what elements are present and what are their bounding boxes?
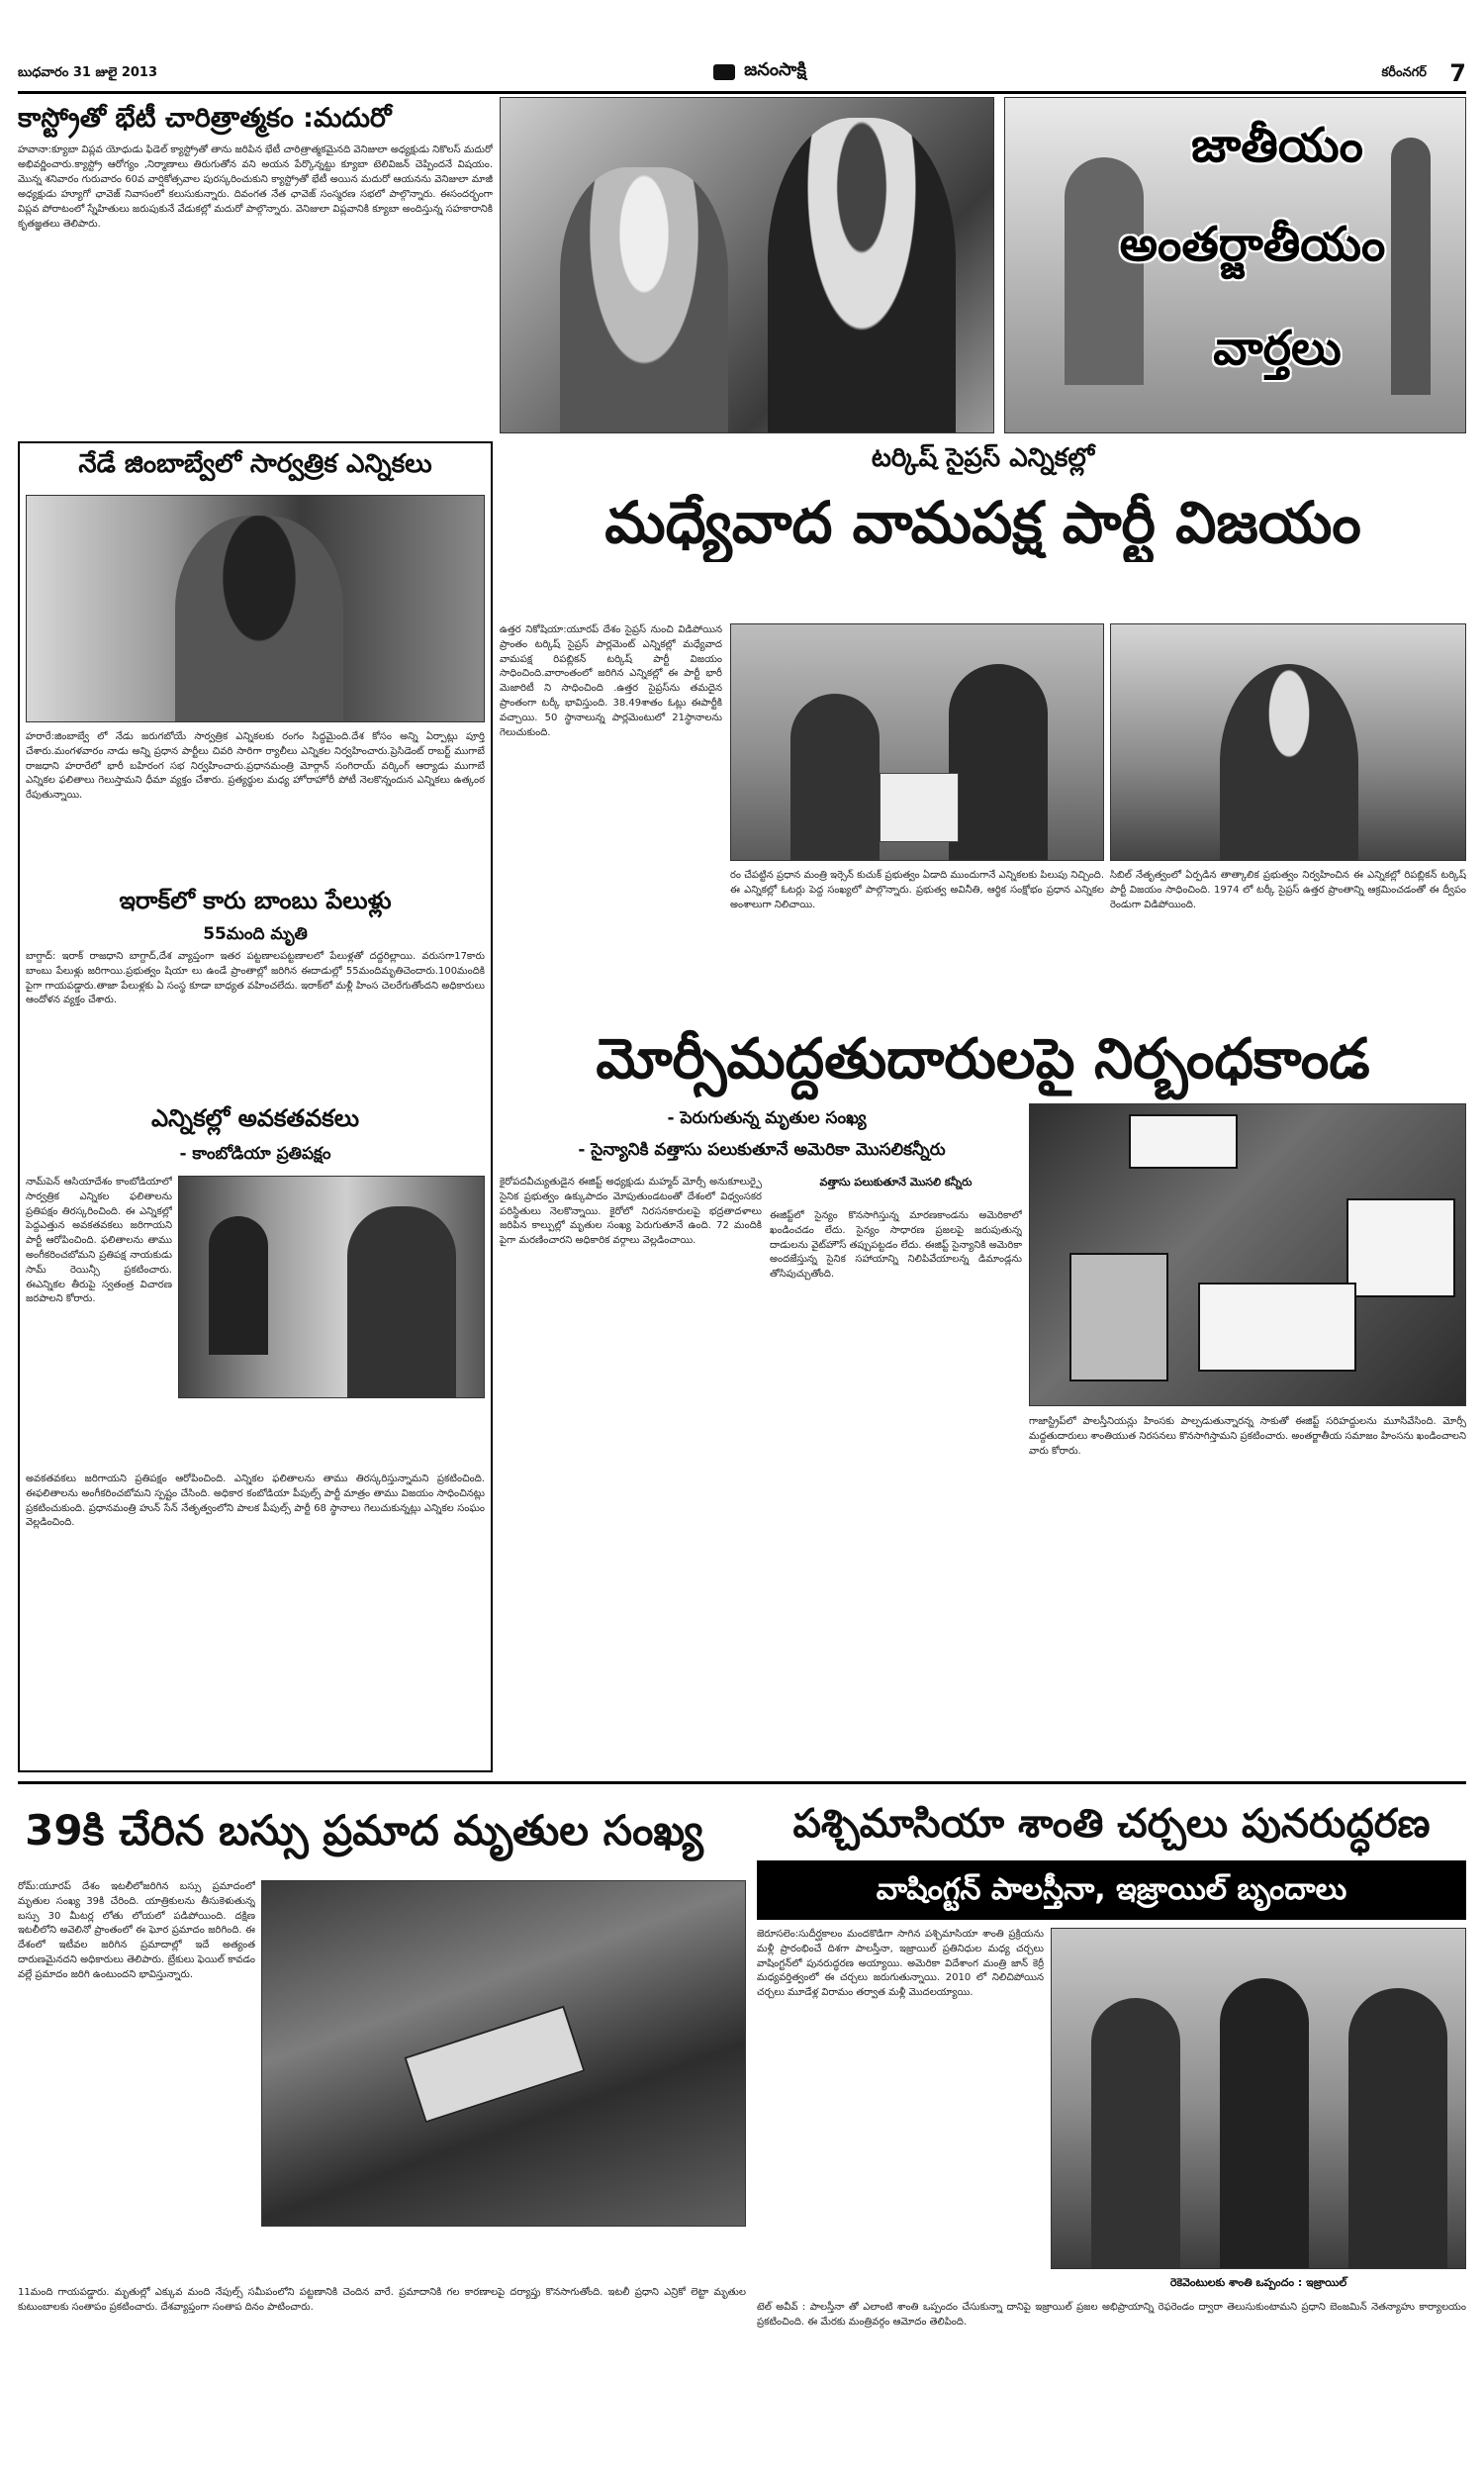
cyprus-winner-photo [1110,623,1466,861]
wrecked-bus [404,2005,585,2123]
cyprus-headline: మధ్యేవాద వామపక్ష పార్టీ విజయం [604,489,1361,556]
westasia-subhead: వాషింగ్టన్ పాలస్తీనా, ఇజ్రాయిల్ బృందాలు [757,1860,1466,1920]
peace-talks-photo [1051,1928,1466,2269]
page-number: 7 [1449,59,1466,87]
press-figure-2 [347,1206,456,1398]
cyprus-col1: ఉత్తర నికోషియా:యూరప్ దేశం సైప్రస్ నుంచి విడిపోయిన ప్రాంతం టర్కిష్ సైప్రస్ పార్లమెంట్ ఎన్నికల్లో మధ్యేవాద వామపక్ష రిపబ్లికన్ టర్కిష్ పార్టీ విజయం సాధించింది.వారాంతంలో జరిగిన ఎన్నికల్లో ఈ పార్టీ భారీ మెజారిటీ ని సాధించింది .ఉత్తర సైప్రస్‌ను తమదైన ప్రాంతంగా టర్కీ భావిస్తుంది. 38.49శాతం ఓట్లు ఈపార్టీకి వచ్చాయి. 50 స్థానాలున్న పార్లమెంటులో 21స్థానాలను గెలుచుకుంది. [500,624,722,738]
bus-body-2: 11మంది గాయపడ్డారు. మృతుల్లో ఎక్కువ మంది నేపుల్స్ సమీపంలోని పట్టణానికి చెందిన వారే. ప్రమాదానికి గల కారణాలపై దర్యాప్తు కొనసాగుతోంది. ఇటలీ ప్రధాని ఎన్రికో లెట్టా మృతుల కుటుంబాలకు సంతాపం ప్రకటించారు. దేశవ్యాప్తంగా సంతాప దినం పాటించారు. [18,2287,746,2313]
tsvangirai-photo [26,495,485,722]
morsi-protest-photo [1029,1103,1466,1406]
delegate-figure-1 [1091,1998,1180,2269]
cyprus-col3: సిబిల్ నేతృత్వంలో ఏర్పడిన తాత్కాలిక ప్రభుత్వం నిర్వహించిన ఈ ఎన్నికల్లో రిపబ్లికన్ టర్కిష్ పార్టీ విజయం సాధించింది. 1974 లో టర్కీ సైప్రస్ ఉత్తర ప్రాంతాన్ని ఆక్రమించడంతో ఈ ద్వీపం రెండుగా విడిపోయింది. [1110,870,1466,910]
castro-body: హవానా:క్యూబా విప్లవ యోధుడు ఫిడెల్ క్యాస్ట్రోతో తాను జరిపిన భేటీ చారిత్రాత్మకమైనది వెనిజులా అధ్యక్షుడు నికొలస్ మదురో అభివర్ణించారు.క్యాస్ట్రో ఆరోగ్యం ,నిర్మాణాలు తిరుగుతోన వని అయన పేర్కొన్నట్టు క్యూబా టెలివిజన్ చెప్పిందనే విషయం. మొన్న శనివారం గురువారం 60వ వార్షికోత్సవాల పురస్కరించుకుని క్యాస్ట్రోతో భేటీ అయిన మదురో ఆయనను వెనిజులా మాజీ అధ్యక్షుడు హ్యూగో ఛావెజ్ నివాసంలో కలుసుకున్నారు. దివంగత నేత ఛావెజ్ సంస్మరణ సభలో పాల్గొన్నారు. ఈసందర్భంగా విప్లవ పోరాటంలో స్నేహితులు జరుపుకునే వేడుకల్లో మదురో పాల్గొన్నారు. వెనిజులా విప్లవానికి క్యూబా అందిస్తున్న సహకారానికి కృతజ్ఞతలు తెలిపారు. [18,144,493,230]
cyprus-voting-photo [730,623,1104,861]
cambodia-headline: ఎన్నికల్లో అవకతవకలు [150,1104,360,1132]
paper-name: జనంసాక్షి [744,59,806,80]
delegate-figure-3 [1348,1988,1447,2269]
banner-line-3: వార్తలు [1213,321,1342,376]
zimbabwe-body: హరారే:జింబాబ్వే లో నేడు జరుగబోయే సార్వత్రిక ఎన్నికలకు రంగం సిద్ధమైంది.దేశ కోసం అన్ని ఏర్పాట్లు పూర్తి చేశారు.మంగళవారం నాడు అన్ని ప్రధాన పార్టీలు చివరి సారిగా ర్యాలీలు ఎన్నికల నిర్వహించారు.ప్రెసిడెంట్ రాబర్ట్ ముగాబే రాజధాని హరారేలో భారీ బహిరంగ సభ నిర్వహించారు.ప్రధానమంత్రి మోర్గాన్ సంగిరాయ్ వర్కింగ్ ఆర్యాడు ముగాబే ఎన్నికల ఫలితాలు గెలుస్తామని ధీమా వ్యక్తం చేశారు. ప్రత్యర్థుల మధ్య హోరాహోరీ పోటీ నెలకొన్నందున ఎన్నికలు ఉత్కంఠ రేపుతున్నాయి. [26,731,485,802]
westasia-headline: పశ్చిమాసియా శాంతి చర్చలు పునరుద్ధరణ [792,1801,1431,1847]
photo-figure-right [768,118,956,433]
morsi-col2: ఈజిప్ట్‌లో సైన్యం కొనసాగిస్తున్న మారణకాండను అమెరికాలో ఖండించడం లేదు. సైన్యం సాధారణ ప్రజలపై జరుపుతున్న దాడులను వైట్‌హౌస్ తప్పుపట్టడం లేదు. ఈజిప్ట్ సైన్యానికి అమెరికా అందజేస్తున్న సైనిక సహాయాన్ని నిలిపివేయాలన్న డిమాండ్లను తోసిపుచ్చుతోంది. [770,1210,1022,1281]
bus-headline: 39కి చేరిన బస్సు ప్రమాద మృతుల సంఖ్య [25,1806,703,1855]
morsi-headline: మోర్సీమద్దతుదారులపై నిర్బంధకాండ [596,1027,1370,1092]
cyprus-kicker: టర్కిష్ సైప్రస్ ఎన్నికల్లో [871,443,1095,473]
morsi-col3: గాజాస్ట్రిప్‌లో పాలస్తీనియన్లు హింసకు పాల్పడుతున్నారన్న సాకుతో ఈజిప్ట్ సరిహద్దులను మూసివేసింది. మోర్సీ మద్దతుదారులు శాంతియుత నిరసనలు కొనసాగిస్తామని ప్రకటించారు. అంతర్జాతీయ సమాజం హింసను ఖండించాలని వారు కోరారు. [1029,1416,1466,1457]
masthead [18,59,1466,89]
protest-sign-right [1346,1198,1455,1297]
protest-sign-top [1129,1114,1238,1169]
iraq-headline: ఇరాక్‌లో కారు బాంబు పేలుళ్లు [119,887,392,914]
left-boxed-column [18,441,493,1772]
bus-body: రోమ్:యూరప్ దేశం ఇటలీలోజరిగిన బస్సు ప్రమాదంలో మృతుల సంఖ్య 39కి చేరింది. యాత్రికులను తీసుకెళుతున్న బస్సు 30 మీటర్ల లోతు లోయలో పడిపోయింది. దక్షిణ ఇటలీలోని అవెలినో ప్రాంతంలో ఈ ఘోర ప్రమాదం జరిగింది. ఈ దేశంలో ఇటీవల జరిగిన ప్రమాదాల్లో ఇదే అత్యంత దారుణమైనదని అధికారులు తెలిపారు. బ్రేకులు ఫెయిల్ కావడం వల్లే ప్రమాదం జరిగి ఉంటుందని భావిస్తున్నారు. [18,1881,255,1980]
morsi-col2-subhead: వత్తాసు పలుకుతూనే మొసలి కన్నీరు [819,1176,973,1189]
paper-logo [651,59,869,87]
morsi-subhead-1: - పెరుగుతున్న మృతుల సంఖ్య [667,1108,867,1128]
speaker-figure [175,516,343,722]
lower-section-rule [18,1781,1466,1784]
westasia-body-2: టెల్ అవీవ్ : పాలస్తీనా తో ఎలాంటి శాంతి ఒప్పందం చేసుకున్నా దానిపై ఇజ్రాయిల్ ప్రజల అభిప్రాయాన్ని రెఫరెండం ద్వారా తెలుసుకుంటామని ప్రధాని బెంజమిన్ నెతన్యాహు కార్యాలయం ప్రకటించింది. ఈ మేరకు మంత్రివర్గం ఆమోదం తెలిపింది. [757,2302,1466,2328]
castro-story [18,99,493,435]
voter-figure-1 [790,694,880,861]
protest-sign-center [1198,1283,1356,1372]
winner-figure [1220,664,1358,861]
world-news-banner [1004,97,1466,433]
cambodia-body-bottom: అవకతవకలు జరిగాయని ప్రతిపక్షం ఆరోపించింది. ఎన్నికల ఫలితాలను తాము తిరస్కరిస్తున్నామని ప్రకటించింది. ఈఫలితాలను అంగీకరించబోమని స్పష్టం చేసింది. అధికార కంబోడియా పీపుల్స్ పార్టీ మాత్రం తాము విజయం సాధించినట్లు ప్రకటించుకుంది. ప్రధానమంత్రి హున్ సేన్ నేతృత్వంలోని పాలక పీపుల్స్ పార్టీ 68 స్థానాలు గెలుచుకున్నట్లు ఎన్నికల సంఘం వెల్లడించింది. [26,1474,485,1529]
ballot-box [880,773,959,842]
photo-figure-left [560,167,728,433]
zimbabwe-headline: నేడే జింబాబ్వేలో సార్వత్రిక ఎన్నికలు [78,449,432,479]
morsi-col1: కైరోపదవీచ్యుతుడైన ఈజిప్ట్ అధ్యక్షుడు మహ్మద్ మోర్సీ అనుకూలుర్పై సైనిక ప్రభుత్వం ఉక్కుపాదం మోపుతుండటంతో దేశంలో విధ్వంసకర పరిస్థితులు నెలకొన్నాయి. కైరోలో నిరసనకారులపై భద్రతాదళాలు జరిపిన కాల్పుల్లో మృతుల సంఖ్య పెరుగుతూనే ఉంది. 72 మందికి పైగా మరణించారని అధికారిక వర్గాలు వెల్లడించాయి. [500,1177,762,1247]
cyprus-col2: రం చేపట్టిన ప్రధాన మంత్రి ఇర్సెన్ కుచుక్ ప్రభుత్వం ఏడాది ముందుగానే ఎన్నికలకు పిలుపు నిచ్చింది. ఈ ఎన్నికల్లో ఓటర్లు పెద్ద సంఖ్యలో పాల్గొన్నారు. ప్రభుత్వ అవినీతి, ఆర్థిక సంక్షోభం ప్రధాన ఎన్నికల అంశాలుగా నిలిచాయి. [730,870,1104,910]
voter-figure-2 [949,664,1048,861]
cambodia-subhead: - కాంబోడియా ప్రతిపక్షం [179,1144,331,1164]
iraq-subhead: 55మంది మృతి [203,924,308,944]
logo-emblem-icon [713,64,735,80]
morsi-poster [1069,1253,1168,1381]
morsi-subhead-2: - సైన్యానికి వత్తాసు పలుకుతూనే అమెరికా మొసలికన్నీరు [578,1140,946,1160]
westasia-body: జెరూసలెం:సుదీర్ఘకాలం మందకొడిగా సాగిన పశ్చిమాసియా శాంతి ప్రక్రియను మళ్లీ ప్రారంభించే దిశగా పాలస్తీనా, ఇజ్రాయిల్ ప్రతినిధుల మధ్య చర్చలు వాషింగ్టన్‌లో పునరుద్ధరణ అయ్యాయి. అమెరికా విదేశాంగ మంత్రి జాన్ కెర్రీ మధ్యవర్తిత్వంలో ఈ చర్చలు జరుగుతున్నాయి. 2010 లో నిలిచిపోయిన చర్చలు మూడేళ్ల విరామం తర్వాత మళ్లీ మొదలయ్యాయి. [757,1929,1044,1999]
banner-line-1: జాతీయం [1191,118,1363,173]
castro-headline: కాస్ట్రోతో భేటీ చారిత్రాత్మకం :మదురో [18,103,392,134]
issue-date: బుధవారం 31 జులై 2013 [18,65,158,80]
bus-crash-photo [261,1880,746,2227]
castro-maduro-photo [500,97,994,433]
masthead-rule [18,91,1466,94]
edition-name: కరీంనగర్ [1381,65,1427,80]
cambodia-body-left: నామ్‌పెన్ ఆసియాదేశం కాంబోడియాలో సార్వత్రిక ఎన్నికల ఫలితాలను ప్రతిపక్షం తిరస్కరించింది. ఈ ఎన్నికల్లో పెద్దఎత్తున అవకతవకలు జరిగాయని పార్టీ ఆరోపించింది. ఫలితాలను తాము అంగీకరించబోమని ప్రతిపక్ష నాయకుడు సామ్ రెయిన్సీ ప్రకటించారు. ఈఎన్నికల తీరుపై స్వతంత్ర విచారణ జరపాలని కోరారు. [26,1177,172,1305]
cambodia-press-photo [178,1176,485,1398]
press-figure-1 [209,1216,268,1355]
banner-line-2: అంతర్జాతీయం [1119,217,1386,272]
iraq-body: బాగ్దాద్: ఇరాక్ రాజధాని బాగ్దాద్,దేశ వ్యాప్తంగా ఇతర పట్టణాలపట్టణాలలో పేలుళ్లతో దద్దరిల్లాయి. వరుసగా17కారు బాంబు పేలుళ్లు జరిగాయి.ప్రభుత్వం షియా లు ఉండే ప్రాంతాల్లో జరిగిన ఈదాడుల్లో 55మందిమృతిచెందారు.100మందికి పైగా గాయపడ్డారు.తాజా పేలుళ్లకు ఏ సంస్థ కూడా బాధ్యత వహించలేదు. ఇరాక్‌లో మళ్లీ హింస చెలరేగుతోందని అధికారులు ఆందోళన వ్యక్తం చేశారు. [26,951,485,1006]
delegate-figure-2 [1220,1978,1309,2269]
westasia-caption: రెకెవెంటులకు శాంతి ఒప్పందం : ఇజ్రాయిల్ [1169,2276,1347,2289]
